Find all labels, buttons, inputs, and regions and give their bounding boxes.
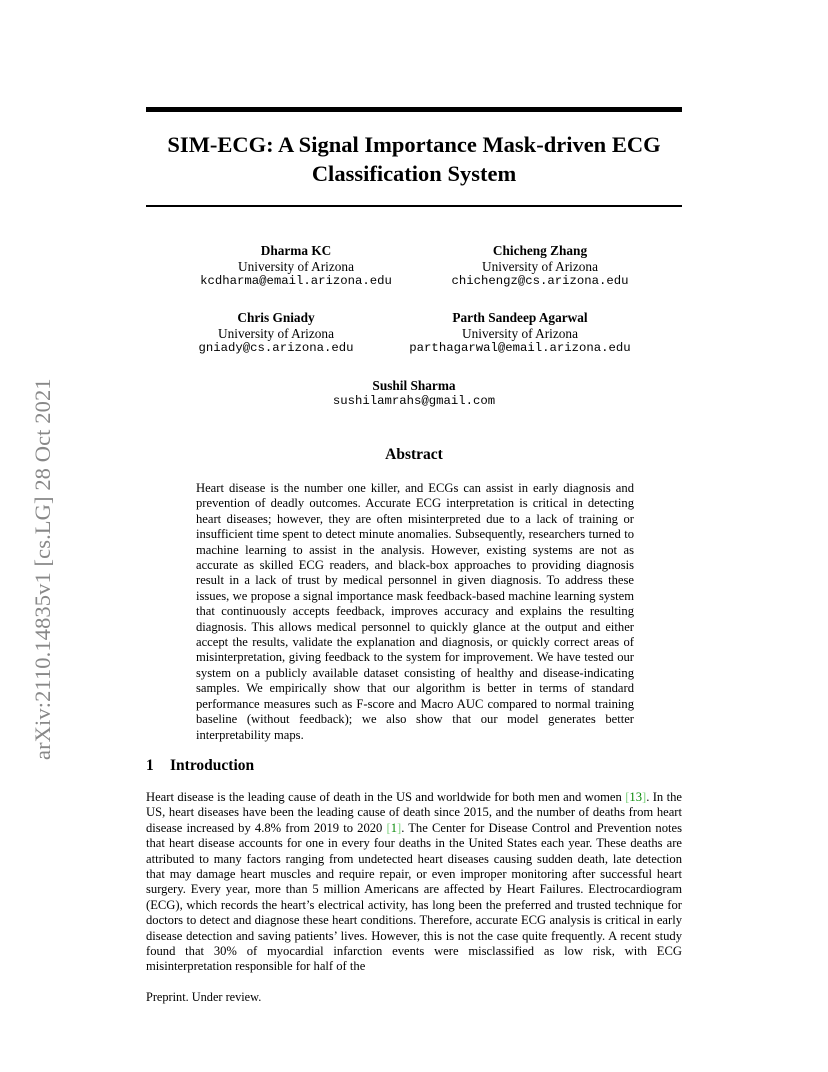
citation-link[interactable]: [1] [386, 820, 402, 835]
intro-text-part-3: . The Center for Disease Control and Prevention notes that heart disease accounts for one in every four deaths in the United States each year. These deaths are attributed to many factors ranging from undetected heart diseases causing sudden death, late detection that may damage heart muscles and require repair, or even improper monitoring after successful heart surgery. Every year, more than 5 million Americans are affected by Heart Failures. Electrocardiogram (ECG), which records the heart’s electrical activity, has long been the preferred and trusted technique for doctors to detect and diagnose these heart conditions. Therefore, accurate ECG analysis is critical in early disease detection and saving patients’ lives. However, this is not the case quite frequently. A recent study found that 30% of myocardial infarction events were misclassified as low risk, with ECG misinterpretation responsible for half of the [146, 820, 682, 974]
author-name: Dharma KC [260, 243, 332, 258]
author-block-2 [420, 243, 660, 290]
author-block-4 [400, 310, 640, 357]
intro-text-part-2: . In the US, heart diseases have been the leading cause of death since 2015, and the number of deaths from heart disease increased by 4.8% from 2019 to 2020 [146, 790, 682, 835]
author-affiliation: University of Arizona [238, 258, 354, 274]
preprint-footer: Preprint. Under review. [146, 990, 262, 1004]
section-heading [146, 757, 254, 775]
arxiv-identifier-text: arXiv:2110.14835v1 [cs.LG] 28 Oct 2021 [30, 378, 55, 760]
author-email: sushilamrahs@gmail.com [332, 393, 496, 408]
author-block-5 [314, 378, 514, 409]
introduction-paragraph [146, 790, 682, 975]
title-top-rule [146, 107, 682, 112]
citation-number: 13 [629, 790, 642, 804]
author-affiliation: University of Arizona [462, 325, 578, 341]
author-affiliation: University of Arizona [218, 325, 334, 341]
abstract-heading: Abstract [385, 446, 443, 463]
section-number: 1 [146, 757, 154, 774]
section-title: Introduction [170, 757, 255, 774]
arxiv-identifier-stamp [22, 292, 64, 760]
author-name: Chris Gniady [237, 310, 315, 325]
abstract-text: Heart disease is the number one killer, and ECGs can assist in early diagnosis and prevention of deadly outcomes. Accurate ECG interpretation is critical in detecting heart diseases; however, they are often misinterpreted due to a lack of training or insufficient time spent to detect minute anomalies. Subsequently, researchers turned to machine learning to assist in the analysis. However, existing systems are not as accurate as skilled ECG readers, and black-box approaches to providing diagnosis result in a lack of trust by medical personnel in given diagnosis. To address these issues, we propose a signal importance mask feedback-based machine learning system that continuously accepts feedback, improves accuracy and explains the resulting diagnosis. This allows medical personnel to quickly glance at the output and either accept the results, validate the explanation and diagnosis, or quickly correct areas of misinterpretation, giving feedback to the system for improvement. We have tested our system on a publicly available dataset consisting of healthy and disease-indicating samples. We empirically show that our algorithm is better in terms of standard performance measures such as F-score and Macro AUC compared to normal training baseline (without feedback); we also show that our model generates better interpretability maps. [196, 481, 634, 742]
citation-number: 1 [390, 820, 397, 835]
author-block-1 [196, 243, 396, 290]
author-affiliation: University of Arizona [482, 258, 598, 274]
author-block-3 [176, 310, 376, 357]
author-name: Parth Sandeep Agarwal [452, 310, 588, 325]
author-name: Sushil Sharma [372, 378, 456, 393]
paper-title: SIM-ECG: A Signal Importance Mask-driven ECG Classification System [167, 132, 661, 186]
author-email: parthagarwal@email.arizona.edu [409, 341, 631, 355]
author-email: gniady@cs.arizona.edu [198, 341, 354, 355]
author-email: kcdharma@email.arizona.edu [200, 274, 392, 288]
author-name: Chicheng Zhang [492, 243, 588, 258]
intro-text-part-1: Heart disease is the leading cause of death in the US and worldwide for both men and women [146, 790, 626, 804]
author-email: chichengz@cs.arizona.edu [451, 274, 629, 288]
citation-link[interactable]: [13] [625, 790, 647, 804]
title-bottom-rule [146, 205, 682, 207]
